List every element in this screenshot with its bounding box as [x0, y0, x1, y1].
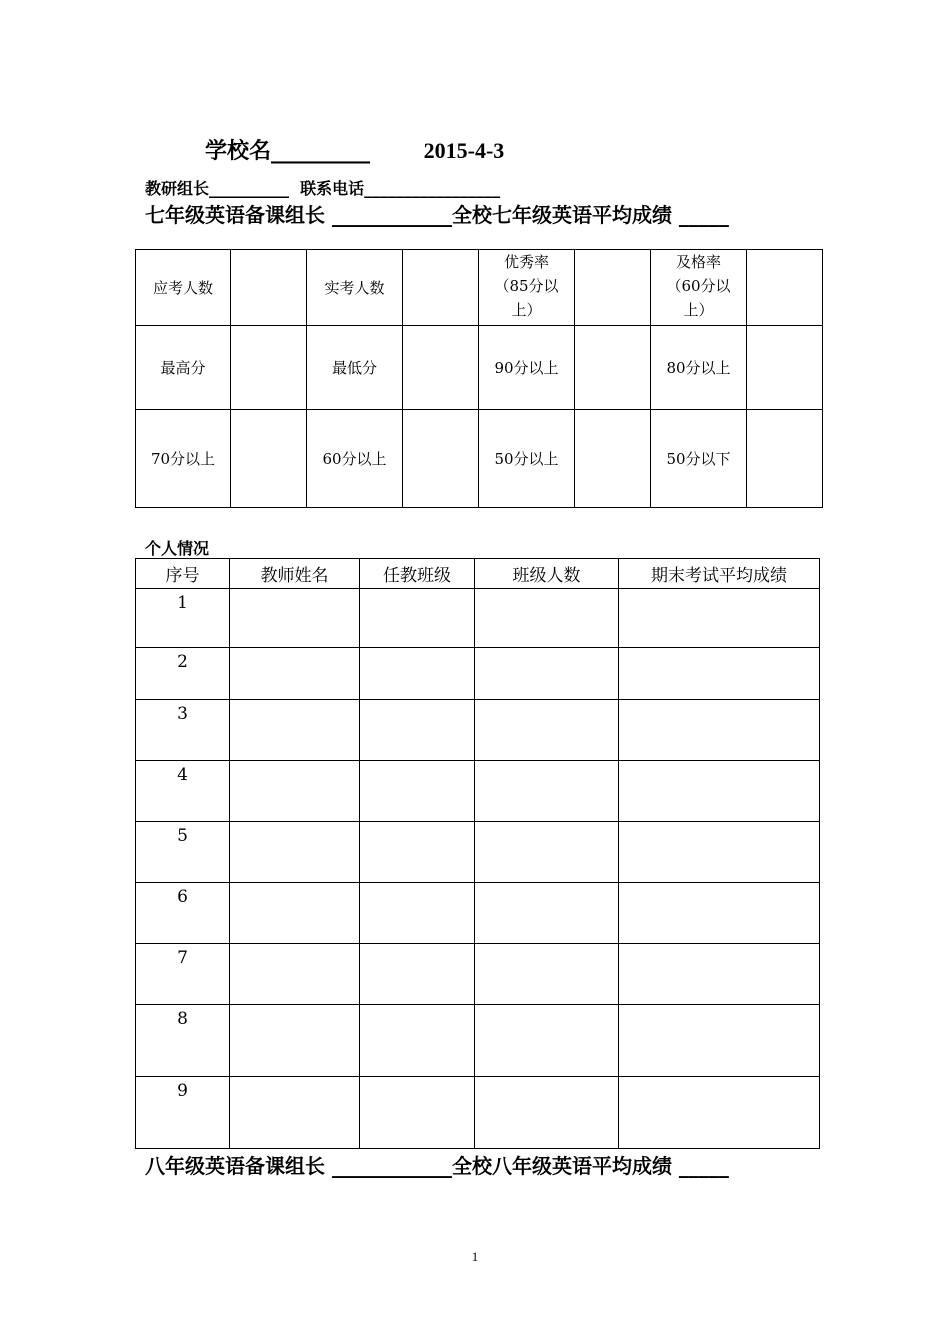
final-average-cell[interactable] — [619, 648, 820, 700]
stats-cell: 90分以上 — [479, 326, 575, 410]
teacher-name-cell[interactable] — [230, 1005, 360, 1077]
stats-row — [136, 250, 823, 326]
column-header-teacher-name: 教师姓名 — [230, 559, 360, 589]
class-size-cell[interactable] — [475, 883, 619, 944]
stats-cell: 60分以上 — [307, 410, 403, 508]
pass-rate-label: 及格率 （60分以上） — [666, 253, 731, 319]
stats-cell: 80分以上 — [651, 326, 747, 410]
stats-value-cell[interactable] — [231, 326, 307, 410]
grade7-leader-field: 七年级英语备课组长 ____________ — [145, 203, 452, 227]
teacher-name-cell[interactable] — [230, 822, 360, 883]
row-index: 6 — [136, 883, 230, 944]
row-index: 1 — [136, 589, 230, 648]
final-average-cell[interactable] — [619, 944, 820, 1005]
row-index: 8 — [136, 1005, 230, 1077]
final-average-cell[interactable] — [619, 589, 820, 648]
stats-cell — [651, 250, 747, 326]
row-index: 7 — [136, 944, 230, 1005]
teacher-table — [135, 558, 820, 1149]
table-row — [136, 700, 820, 761]
final-average-cell[interactable] — [619, 883, 820, 944]
stats-value-cell[interactable] — [747, 326, 823, 410]
phone-field: 联系电话_________________ — [300, 179, 501, 198]
stats-value-cell[interactable] — [231, 250, 307, 326]
stats-value-cell[interactable] — [575, 326, 651, 410]
stats-cell: 50分以下 — [651, 410, 747, 508]
class-cell[interactable] — [360, 822, 475, 883]
table-row — [136, 822, 820, 883]
stats-value-cell[interactable] — [747, 410, 823, 508]
stats-cell: 应考人数 — [136, 250, 231, 326]
stats-row — [136, 326, 823, 410]
final-average-cell[interactable] — [619, 700, 820, 761]
final-average-cell[interactable] — [619, 822, 820, 883]
teacher-name-cell[interactable] — [230, 883, 360, 944]
teacher-name-cell[interactable] — [230, 944, 360, 1005]
personal-section-label: 个人情况 — [145, 539, 210, 558]
table-row — [136, 1005, 820, 1077]
teacher-name-cell[interactable] — [230, 1077, 360, 1149]
grade8-heading — [145, 1150, 729, 1179]
column-header-class: 任教班级 — [360, 559, 475, 589]
final-average-cell[interactable] — [619, 1005, 820, 1077]
row-index: 9 — [136, 1077, 230, 1149]
row-index: 3 — [136, 700, 230, 761]
table-row — [136, 883, 820, 944]
class-cell[interactable] — [360, 589, 475, 648]
stats-value-cell[interactable] — [403, 250, 479, 326]
class-size-cell[interactable] — [475, 648, 619, 700]
excellent-rate-label: 优秀率 （85分以上） — [494, 253, 559, 319]
table-row — [136, 944, 820, 1005]
class-size-cell[interactable] — [475, 761, 619, 822]
row-index: 2 — [136, 648, 230, 700]
column-header-final-average: 期末考试平均成绩 — [619, 559, 820, 589]
teacher-name-cell[interactable] — [230, 589, 360, 648]
stats-cell: 70分以上 — [136, 410, 231, 508]
school-name-label: 学校名_________ — [205, 139, 371, 164]
teacher-name-cell[interactable] — [230, 648, 360, 700]
row-index: 4 — [136, 761, 230, 822]
table-row — [136, 761, 820, 822]
stats-cell: 最高分 — [136, 326, 231, 410]
stats-cell: 50分以上 — [479, 410, 575, 508]
class-size-cell[interactable] — [475, 700, 619, 761]
class-size-cell[interactable] — [475, 1077, 619, 1149]
final-average-cell[interactable] — [619, 1077, 820, 1149]
class-cell[interactable] — [360, 700, 475, 761]
table-row — [136, 648, 820, 700]
stats-value-cell[interactable] — [747, 250, 823, 326]
class-cell[interactable] — [360, 1077, 475, 1149]
stats-value-cell[interactable] — [403, 326, 479, 410]
column-header-class-size: 班级人数 — [475, 559, 619, 589]
class-size-cell[interactable] — [475, 822, 619, 883]
document-title — [205, 134, 504, 165]
row-index: 5 — [136, 822, 230, 883]
table-row — [136, 589, 820, 648]
class-cell[interactable] — [360, 944, 475, 1005]
stats-table — [135, 249, 823, 508]
column-header-index: 序号 — [136, 559, 230, 589]
grade8-average-field: 全校八年级英语平均成绩 _____ — [451, 1154, 729, 1178]
stats-value-cell[interactable] — [231, 410, 307, 508]
final-average-cell[interactable] — [619, 761, 820, 822]
class-cell[interactable] — [360, 761, 475, 822]
class-size-cell[interactable] — [475, 1005, 619, 1077]
class-cell[interactable] — [360, 648, 475, 700]
stats-value-cell[interactable] — [403, 410, 479, 508]
class-cell[interactable] — [360, 883, 475, 944]
stats-cell: 最低分 — [307, 326, 403, 410]
page-number: 1 — [471, 1249, 479, 1264]
grade7-average-field: 全校七年级英语平均成绩 _____ — [451, 203, 729, 227]
table-row — [136, 1077, 820, 1149]
stats-cell — [479, 250, 575, 326]
stats-value-cell[interactable] — [575, 410, 651, 508]
contact-line — [145, 176, 500, 199]
grade7-heading — [145, 199, 729, 228]
document-date: 2015-4-3 — [423, 138, 505, 163]
class-size-cell[interactable] — [475, 589, 619, 648]
teacher-name-cell[interactable] — [230, 761, 360, 822]
stats-value-cell[interactable] — [575, 250, 651, 326]
stats-cell: 实考人数 — [307, 250, 403, 326]
teacher-name-cell[interactable] — [230, 700, 360, 761]
stats-row — [136, 410, 823, 508]
class-cell[interactable] — [360, 1005, 475, 1077]
class-size-cell[interactable] — [475, 944, 619, 1005]
grade8-leader-field: 八年级英语备课组长 ____________ — [145, 1154, 452, 1178]
teacher-table-header — [136, 559, 820, 589]
leader-field: 教研组长__________ — [145, 179, 290, 198]
